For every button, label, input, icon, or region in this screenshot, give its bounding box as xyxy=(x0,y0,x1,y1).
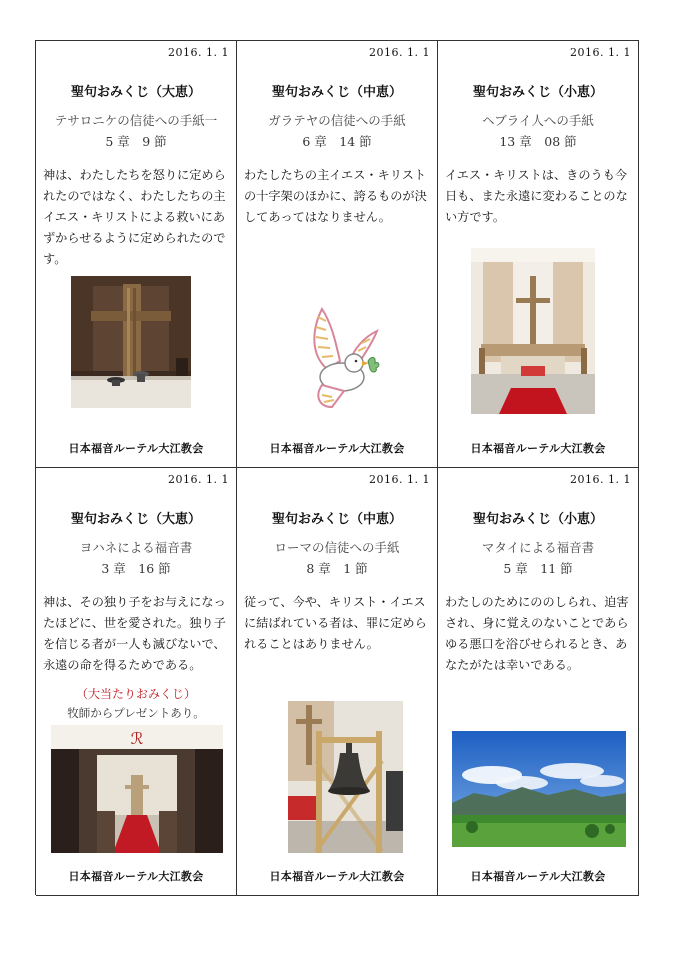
card-date: 2016. 1. 1 xyxy=(570,473,631,486)
card-footer: 日本福音ルーテル大江教会 xyxy=(269,870,405,883)
card-verse: イエス・キリストは、きのうも今日も、また永遠に変わることのない方です。 xyxy=(445,168,628,224)
card-date: 2016. 1. 1 xyxy=(168,473,229,486)
omikuji-card-6 xyxy=(438,468,639,896)
card-book: ローマの信徒への手紙 xyxy=(274,540,400,555)
omikuji-card-4 xyxy=(36,468,237,896)
altar-cross-photo xyxy=(71,276,191,408)
card-book: ヘブライ人への手紙 xyxy=(482,113,594,128)
card-title: 聖句おみくじ（小恵） xyxy=(472,512,603,527)
dove-illustration xyxy=(292,299,382,414)
card-reference: 8 章 1 節 xyxy=(306,561,368,576)
jackpot-label: （大当たりおみくじ） xyxy=(75,687,196,701)
card-footer: 日本福音ルーテル大江教会 xyxy=(68,442,204,455)
card-footer: 日本福音ルーテル大江教会 xyxy=(470,870,606,883)
card-verse: 従って、今や、キリスト・イエスに結ばれている者は、罪に定められることはありません。 xyxy=(244,595,427,651)
card-title: 聖句おみくじ（大恵） xyxy=(70,512,201,527)
card-date: 2016. 1. 1 xyxy=(168,46,229,59)
mountain-landscape-photo xyxy=(452,731,626,847)
card-reference: 5 章 11 節 xyxy=(503,561,573,576)
omikuji-sheet xyxy=(35,40,639,895)
card-book: ヨハネによる福音書 xyxy=(79,540,193,555)
card-book: テサロニケの信徒への手紙一 xyxy=(54,113,218,128)
omikuji-card-5 xyxy=(237,468,438,896)
sanctuary-photo xyxy=(471,248,595,414)
card-title: 聖句おみくじ（小恵） xyxy=(472,85,603,100)
card-verse: わたしたちの主イエス・キリストの十字架のほかに、誇るものが決してあってはなりません。 xyxy=(244,168,427,224)
card-date: 2016. 1. 1 xyxy=(369,46,430,59)
card-date: 2016. 1. 1 xyxy=(570,46,631,59)
chapel-entrance-photo xyxy=(51,725,223,853)
card-reference: 13 章 08 節 xyxy=(499,134,577,149)
card-reference: 3 章 16 節 xyxy=(101,561,171,576)
omikuji-card-1 xyxy=(36,41,237,468)
card-footer: 日本福音ルーテル大江教会 xyxy=(68,870,204,883)
card-title: 聖句おみくじ（大恵） xyxy=(70,85,201,100)
card-reference: 6 章 14 節 xyxy=(302,134,372,149)
card-book: ガラテヤの信徒への手紙 xyxy=(268,113,406,128)
card-footer: 日本福音ルーテル大江教会 xyxy=(269,442,405,455)
card-title: 聖句おみくじ（中恵） xyxy=(271,85,402,100)
church-bell-photo xyxy=(288,701,403,853)
card-footer: 日本福音ルーテル大江教会 xyxy=(470,442,606,455)
card-verse: わたしのためにののしられ、迫害され、身に覚えのないことであらゆる悪口を浴びせられるとき、あなたがたは幸いである。 xyxy=(445,595,629,672)
jackpot-note: 牧師からプレゼントあり。 xyxy=(67,706,205,720)
card-reference: 5 章 9 節 xyxy=(105,134,167,149)
card-title: 聖句おみくじ（中恵） xyxy=(271,512,402,527)
svg-text:ℛ: ℛ xyxy=(130,729,144,748)
omikuji-card-3 xyxy=(438,41,639,468)
card-verse: 神は、わたしたちを怒りに定められたのではなく、わたしたちの主イエス・キリストによる救いにあずからせるように定められたのです。 xyxy=(43,168,226,266)
card-date: 2016. 1. 1 xyxy=(369,473,430,486)
omikuji-card-2 xyxy=(237,41,438,468)
card-book: マタイによる福音書 xyxy=(481,540,595,555)
card-verse: 神は、その独り子をお与えになったほどに、世を愛された。独り子を信じる者が一人も滅びないで、永遠の命を得るためである。 xyxy=(43,595,226,672)
